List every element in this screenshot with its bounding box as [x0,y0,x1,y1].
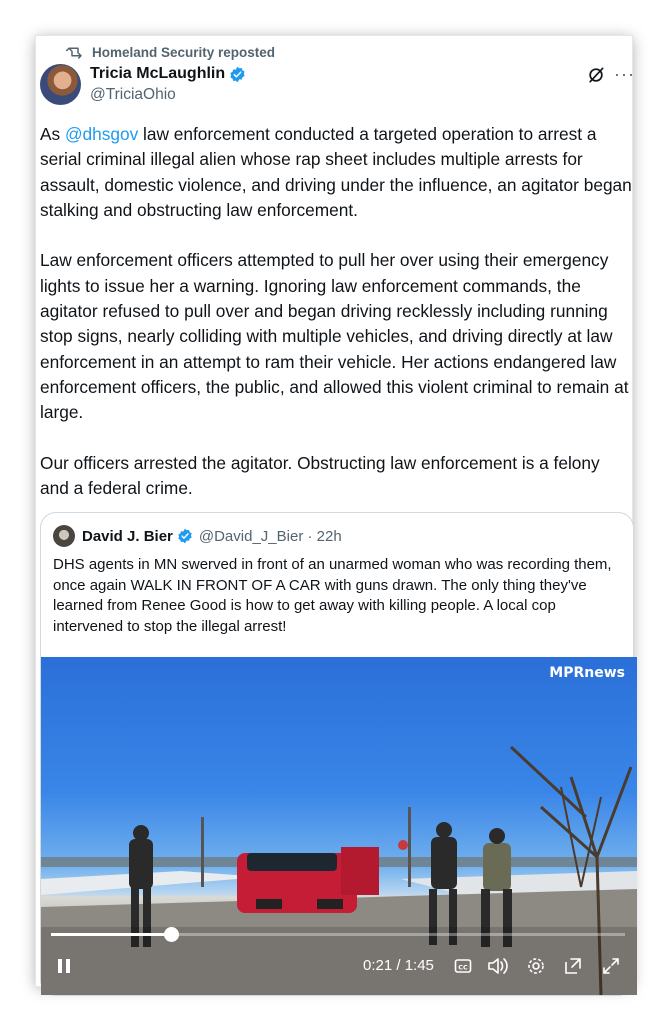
pip-icon[interactable] [563,956,583,976]
tweet-text [40,122,632,527]
quoted-tweet[interactable] [40,512,634,996]
video-frame [41,657,637,995]
author-name[interactable]: Tricia McLaughlin [90,65,246,83]
author-handle[interactable]: @TriciaOhio [90,86,176,103]
tweet-paragraph: Our officers arrested the agitator. Obstructing law enforcement is a felony and a federal crime. [40,452,600,499]
volume-icon[interactable] [487,956,509,976]
repost-indicator[interactable] [66,42,275,62]
video-progress-bar[interactable] [51,933,625,936]
verified-badge-icon [177,528,193,544]
verified-badge-icon [229,66,246,83]
video-controls [41,947,637,987]
video-time: 0:21 / 1:45 [363,957,434,974]
video-watermark: MPRnews [549,665,625,681]
grok-icon[interactable] [586,65,606,85]
quoted-avatar[interactable] [53,525,75,547]
tweet-card[interactable] [36,36,635,986]
more-icon[interactable]: ··· [614,64,635,84]
repost-label: Homeland Security reposted [92,44,276,60]
video-player[interactable] [41,657,637,995]
pause-icon[interactable] [55,957,73,975]
quoted-handle-time[interactable]: @David_J_Bier · 22h [198,527,342,545]
svg-text:CC: CC [458,963,468,972]
quoted-tweet-text: DHS agents in MN swerved in front of an unarmed woman who was recording them, once again WALK IN FRONT OF A CAR with guns drawn. The only thing they've learned from Renee Good is how to get away with killing people. A local cop intervened to stop the illegal arrest! [53,556,612,635]
tweet-paragraph: Law enforcement officers attempted to pull her over using their emergency lights to issue her a warning. Ignoring law enforcement commands, the agitator refused to pull over and began driving recklessly including running stop signs, nearly colliding with multiple vehicles, and driving directly at law enforcement in an attempt to ram their vehicle. Her actions endangered law enforcement officers, the public, and allowed this violent criminal to remain at large. [40,250,629,423]
mention-link[interactable]: @dhsgov [64,124,139,144]
video-progress-fill [51,933,172,936]
fullscreen-icon[interactable] [601,956,621,976]
repost-icon [66,45,84,59]
avatar[interactable] [40,64,81,105]
quoted-tweet-header [53,525,342,547]
tweet-paragraph: As @dhsgov law enforcement conducted a targeted operation to arrest a serial criminal illegal alien whose rap sheet includes multiple arrests for assault, domestic violence, and driving under the influence, an agitator began stalking and obstructing law enforcement. [40,124,632,220]
quoted-author-name[interactable]: David J. Bier [82,527,173,545]
captions-icon[interactable] [454,957,472,975]
video-scrubber[interactable] [164,927,179,942]
settings-icon[interactable] [526,956,546,976]
